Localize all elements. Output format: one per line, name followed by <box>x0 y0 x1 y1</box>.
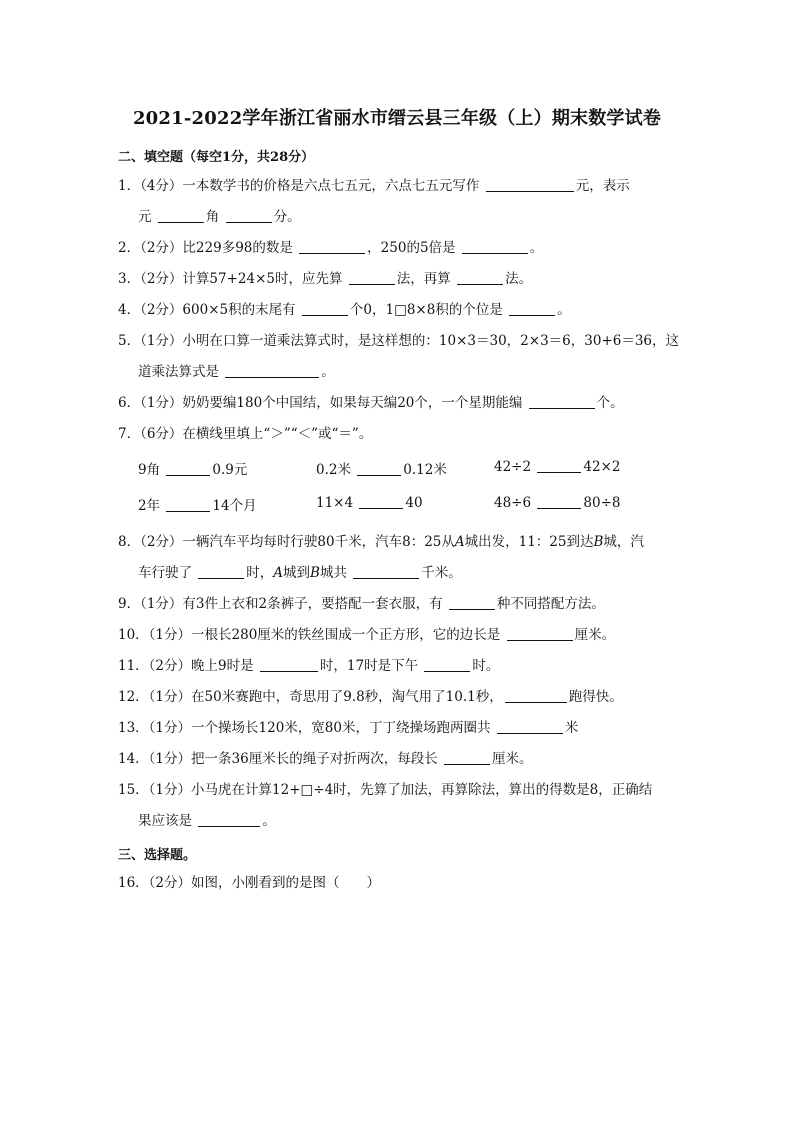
question-9 <box>118 589 678 620</box>
answer-blank[interactable] <box>166 497 210 512</box>
q10-text: 10．（1分）一根长280厘米的铁丝围成一个正方形，它的边长是 <box>118 627 501 643</box>
answer-blank[interactable] <box>198 812 260 827</box>
q15-text: 。 <box>262 813 276 829</box>
q2-text: ，250的5倍是 <box>367 240 456 256</box>
answer-blank[interactable] <box>457 270 503 285</box>
q3-text: 法。 <box>505 271 533 287</box>
answer-blank[interactable] <box>444 750 490 765</box>
q9-text: 9．（1分）有3件上衣和2条裤子，要搭配一套衣服，有 <box>118 596 443 612</box>
question-14 <box>118 744 678 775</box>
compare-left: 48÷6 <box>494 495 532 511</box>
q14-text: 厘米。 <box>492 751 533 767</box>
question-11 <box>118 651 678 682</box>
answer-blank[interactable] <box>349 270 395 285</box>
question-10 <box>118 620 678 651</box>
q8-text: 车行驶了 <box>138 565 192 581</box>
q14-text: 14．（1分）把一条36厘米长的绳子对折两次，每段长 <box>118 751 438 767</box>
q15-text: 15．（1分）小马虎在计算12+□÷4时，先算了加法，再算除法，算出的得数是8，正确结 <box>118 782 653 798</box>
compare-right: 0.9元 <box>212 462 248 478</box>
q15-text: 果应该是 <box>138 813 192 829</box>
q8-text: 城，汽 <box>603 534 644 550</box>
answer-blank[interactable] <box>299 239 365 254</box>
q8-text: 千米。 <box>421 565 462 581</box>
q8-text: 8．（2分）一辆汽车平均每时行驶80千米，汽车8：25从 <box>118 534 455 550</box>
city-b-label: B <box>593 534 604 550</box>
answer-blank[interactable] <box>509 301 555 316</box>
q10-text: 厘米。 <box>574 627 616 643</box>
question-7 <box>118 419 678 450</box>
compare-left: 11×4 <box>316 495 354 511</box>
question-6 <box>118 388 678 419</box>
answer-blank[interactable] <box>449 595 495 610</box>
compare-right: 42×2 <box>583 459 621 475</box>
answer-blank[interactable] <box>462 239 528 254</box>
q11-text: 时。 <box>472 658 500 674</box>
question-12 <box>118 682 678 713</box>
answer-blank[interactable] <box>537 494 581 509</box>
answer-blank[interactable] <box>198 564 244 579</box>
answer-blank[interactable] <box>505 688 567 703</box>
question-3 <box>118 264 678 295</box>
q13-text: 米 <box>564 720 579 736</box>
answer-blank[interactable] <box>302 301 348 316</box>
answer-blank[interactable] <box>225 363 319 378</box>
q4-text: 个0，1□8×8积的个位是 <box>349 302 503 318</box>
q5-text: 。 <box>321 364 335 380</box>
q11-text: 时，17时是下午 <box>319 658 419 674</box>
city-a-label: A <box>273 565 284 581</box>
q3-text: 法，再算 <box>396 271 451 287</box>
section-choice-heading: 三、选择题。 <box>118 848 197 863</box>
q13-text: 13．（1分）一个操场长120米，宽80米，丁丁绕操场跑两圈共 <box>118 720 491 736</box>
compare-left: 9角 <box>138 462 161 478</box>
answer-blank[interactable] <box>158 208 204 223</box>
q16-text: 16．（2分）如图，小刚看到的是图（ ） <box>118 875 381 891</box>
q4-text: 4．（2分）600×5积的末尾有 <box>118 302 296 318</box>
q3-text: 3．（2分）计算57+24×5时，应先算 <box>118 271 343 287</box>
answer-blank[interactable] <box>529 394 595 409</box>
exam-title: 2021-2022学年浙江省丽水市缙云县三年级（上）期末数学试卷 <box>132 108 662 129</box>
q12-text: 跑得快。 <box>568 689 623 705</box>
answer-blank[interactable] <box>537 458 581 473</box>
answer-blank[interactable] <box>486 177 574 192</box>
answer-blank[interactable] <box>260 657 318 672</box>
q8-text: 时， <box>246 565 274 581</box>
q5-text: 5．（1分）小明在口算一道乘法算式时，是这样想的：10×3＝30，2×3＝6，30+6＝36，这 <box>118 333 680 349</box>
question-13 <box>118 713 678 744</box>
compare-right: 14个月 <box>212 498 257 514</box>
answer-blank[interactable] <box>497 719 563 734</box>
question-2 <box>118 233 678 264</box>
q2-text: 。 <box>529 240 544 256</box>
answer-blank[interactable] <box>359 494 403 509</box>
compare-right: 0.12米 <box>403 462 447 478</box>
q11-text: 11．（2分）晚上9时是 <box>118 658 254 674</box>
answer-blank[interactable] <box>507 626 573 641</box>
compare-left: 2年 <box>138 498 161 514</box>
compare-right: 80÷8 <box>583 495 621 511</box>
compare-left: 0.2米 <box>316 462 351 478</box>
compare-left: 42÷2 <box>494 459 532 475</box>
q4-text: 。 <box>557 302 571 318</box>
question-8 <box>118 527 678 589</box>
city-b-label: B <box>310 565 320 581</box>
city-a-label: A <box>454 534 465 550</box>
answer-blank[interactable] <box>166 461 210 476</box>
q1-text: 元 <box>138 209 152 225</box>
q7-text: 7．（6分）在横线里填上“＞”“＜”或“＝”。 <box>118 426 373 442</box>
answer-blank[interactable] <box>357 461 401 476</box>
question-1 <box>118 171 678 233</box>
q12-text: 12．（1分）在50米赛跑中，奇思用了9.8秒，淘气用了10.1秒， <box>118 689 503 705</box>
answer-blank[interactable] <box>424 657 470 672</box>
q8-text: 城出发，11：25到达 <box>464 534 594 550</box>
q1-text: 角 <box>205 209 220 225</box>
answer-blank[interactable] <box>226 208 272 223</box>
q1-text: 分。 <box>273 209 301 225</box>
q1-text: 1．（4分）一本数学书的价格是六点七五元，六点七五元写作 <box>118 178 480 194</box>
compare-right: 40 <box>405 495 423 511</box>
q5-text: 道乘法算式是 <box>138 364 219 380</box>
question-4 <box>118 295 678 326</box>
q9-text: 种不同搭配方法。 <box>496 596 605 612</box>
question-15 <box>118 775 678 837</box>
q8-text: 城到 <box>283 565 311 581</box>
question-16 <box>118 868 678 899</box>
q1-text: 元，表示 <box>575 178 630 194</box>
q8-text: 城共 <box>319 565 347 581</box>
q6-text: 个。 <box>596 395 624 411</box>
question-5 <box>118 326 678 388</box>
q2-text: 2．（2分）比229多98的数是 <box>118 240 293 256</box>
section-fill-in-heading: 二、填空题（每空1分，共28分） <box>118 150 315 165</box>
answer-blank[interactable] <box>353 564 419 579</box>
q6-text: 6．（1分）奶奶要编180个中国结，如果每天编20个，一个星期能编 <box>118 395 523 411</box>
